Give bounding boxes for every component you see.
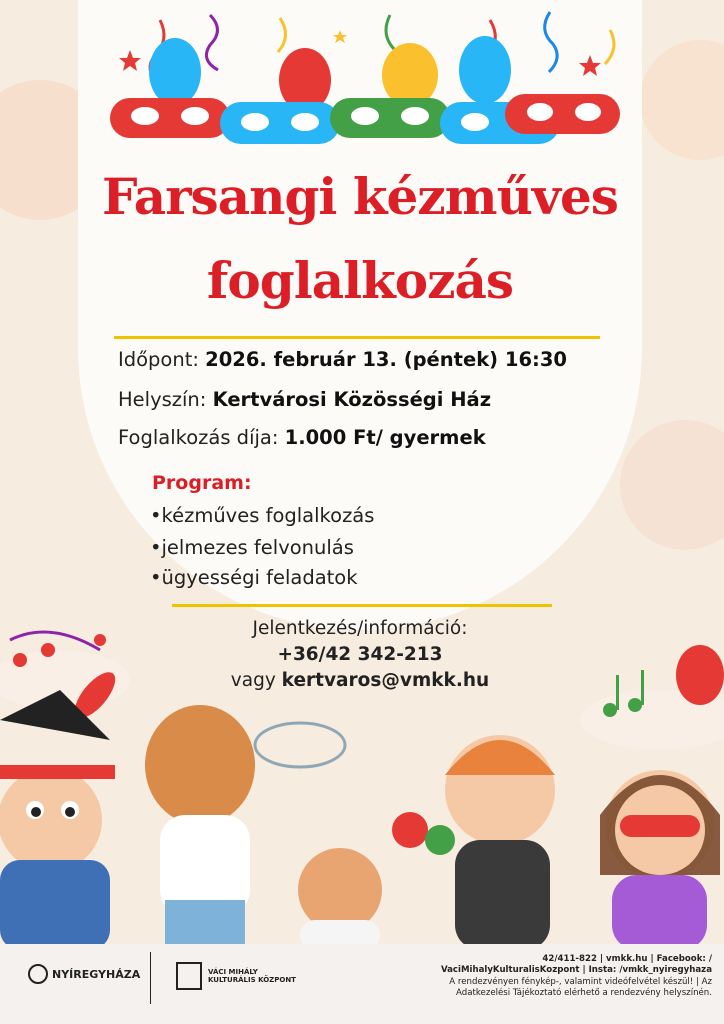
org-name-line2: KULTURÁLIS KÖZPONT	[208, 976, 296, 984]
children-carnival-illustration	[0, 600, 724, 950]
or-label: vagy	[230, 670, 276, 691]
event-title-line2: foglalkozás	[206, 251, 514, 310]
phone-number[interactable]: +36/42 342-213	[277, 644, 443, 665]
program-item: •kézműves foglalkozás	[150, 504, 375, 527]
city-logo-text: NYÍREGYHÁZA	[52, 967, 141, 981]
background-splash	[640, 40, 724, 160]
fee-value: 1.000 Ft/ gyermek	[284, 426, 486, 449]
vmkk-emblem-icon	[176, 962, 202, 990]
carnival-masks-illustration	[90, 10, 630, 160]
footer-line4: Adatkezelési Tájékoztató elérhető a rendezvény helyszínén.	[456, 988, 712, 999]
date-label: Időpont:	[118, 348, 199, 371]
fee-label: Foglalkozás díja:	[118, 426, 279, 449]
background-splash	[620, 420, 724, 550]
divider-top	[114, 336, 600, 339]
footer-line1: 42/411-822 | vmkk.hu | Facebook: /	[542, 954, 712, 964]
contact-heading: Jelentkezés/információ:	[252, 618, 468, 639]
city-crest-icon	[28, 964, 48, 984]
footer-info	[392, 954, 712, 999]
footer-divider	[150, 952, 151, 1004]
footer-line3: A rendezvényen fénykép-, valamint videófelvétel készül! | Az	[449, 976, 712, 987]
venue-line	[118, 388, 491, 411]
venue-value: Kertvárosi Közösségi Ház	[212, 388, 492, 411]
date-line	[118, 348, 567, 371]
org-name-line1: VÁCI MIHÁLY	[208, 967, 258, 976]
program-item: •ügyességi feladatok	[150, 566, 358, 589]
program-heading: Program:	[152, 472, 252, 494]
date-value: 2026. február 13. (péntek) 16:30	[205, 348, 567, 371]
footer-line2: VaciMihalyKulturalisKozpont | Insta: /vmkk_nyiregyhaza	[440, 965, 712, 976]
fee-line	[118, 426, 486, 449]
venue-label: Helyszín:	[118, 388, 207, 411]
email-link[interactable]: kertvaros@vmkk.hu	[281, 670, 490, 691]
city-logo	[28, 964, 140, 984]
program-item: •jelmezes felvonulás	[150, 536, 354, 559]
event-title-line1: Farsangi kézműves	[102, 167, 618, 226]
organization-logo	[176, 962, 296, 990]
